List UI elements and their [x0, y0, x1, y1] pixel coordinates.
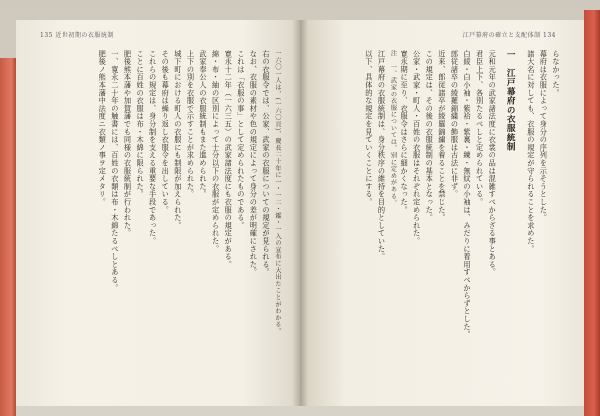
text-column: なお、衣服の素材や色の規定によって身分の差が明確にされた。: [249, 50, 259, 277]
text-column: 寛永期に至り、衣服令はさらに細かくなった。: [400, 50, 410, 214]
text-column: ことに百姓の衣服は布・木綿に限られた。: [136, 50, 146, 199]
text-column: 公家・武家・町人・百姓の衣服はそれぞれ定められた。: [412, 50, 422, 245]
text-column: 武家奉公人の衣服統制もまた進められた。: [199, 50, 209, 199]
left-page: [16, 20, 300, 406]
right-page-text: [318, 50, 562, 388]
text-column: 諸大名に対しても、衣服の規定が守られることを求めた。: [526, 50, 536, 253]
right-page: [300, 20, 584, 406]
text-column: これは「衣服の事」として定められたものである。: [236, 50, 246, 230]
text-column: 近来、郎従諸卒が綾羅錦繍を着ることを禁じた。: [437, 50, 447, 222]
text-column: 君臣上下、各別たるべしと定められている。: [475, 50, 485, 206]
book-cover-edge-right: [584, 10, 600, 416]
text-column: 寛永十二年（一六三五）の武家諸法度にも衣服の規定がある。: [224, 50, 234, 269]
text-column: 城下町における町人の衣服にも制限が加えられた。: [173, 50, 183, 230]
text-column: その後も幕府は繰り返し衣服令を出している。: [161, 50, 171, 214]
section-heading: 一 江戸幕府の衣服統制: [505, 50, 516, 152]
text-column: この規定は、その後の衣服統制の基本となった。: [425, 50, 435, 222]
text-column: 綿・布・紬の区別によって士分以下の衣服が定められた。: [211, 50, 221, 253]
text-column: 幕府は衣服によって身分の序列を示そうとした。: [539, 50, 549, 222]
text-column: 元和元年の武家諸法度に衣裳の品は混雑すべからざる事とある。: [488, 50, 498, 277]
book-cover-edge-left: [0, 58, 16, 416]
text-column: これらの規定は、身分制を支える重要な手段であった。: [148, 50, 158, 245]
text-column: 郎従諸卒の綾羅錦繍の飾服は古法に非ず。: [450, 50, 460, 199]
note-column: 注 一、武家の衣服については、別に定めがある。: [389, 50, 397, 207]
text-column: 一、寛永二十年の触書には、百姓の衣類は布・木綿たるべしとある。: [110, 50, 120, 292]
text-column: 白綾・白小袖・紫袷・紫裏・練・無紋の小袖は、みだりに着用すべからずとした。: [463, 50, 473, 339]
text-column: らなかった。: [552, 50, 561, 97]
text-column: 江戸幕府の衣服統制は、身分秩序の維持を目的としていた。: [377, 50, 387, 261]
text-column: 肥後ノ熊本藩中法度ニ衣類ノ事ヲ定メタリ。: [98, 50, 108, 206]
text-column: 上下の別を衣服で示すことが求められた。: [186, 50, 196, 199]
left-page-text: [36, 50, 282, 388]
text-column: 以下、具体的な規定を見ていくことにする。: [364, 50, 374, 206]
right-page-header: 江戸幕府の確立と支配体制 134: [462, 32, 556, 39]
text-column: 一六〇一人は、(一六〇頁)、慶長二十年に一・一二・鑑・一入の宣布に大出たことがわかる。: [274, 50, 281, 335]
left-page-header: 135 近世初期の衣服統制: [40, 32, 114, 39]
open-book: [16, 6, 584, 410]
text-column: 肥後熊本藩や加賀藩でも同様の衣服統制が行われた。: [123, 50, 133, 238]
text-column: 右の衣服令では、公家、武家の衣服についての規定が見られる。: [262, 50, 271, 277]
